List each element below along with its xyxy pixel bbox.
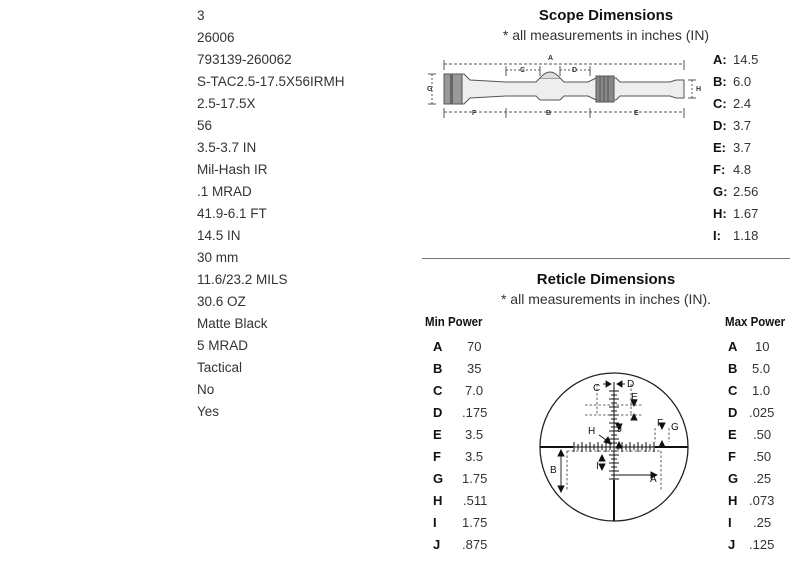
spec-row <box>0 138 400 160</box>
dim-value: 14.5 <box>733 52 759 67</box>
reticle-label-b: B <box>550 465 557 476</box>
dim-value: 1.75 <box>462 515 488 530</box>
dim-value: .50 <box>753 427 772 442</box>
dim-value: .50 <box>753 449 772 464</box>
dim-letter: J <box>433 537 441 552</box>
scope-label-c: C <box>520 67 526 74</box>
spec-row <box>0 72 400 94</box>
spec-value: No <box>197 382 215 397</box>
dim-value: .875 <box>462 537 488 552</box>
spec-row <box>0 50 400 72</box>
reticle-label-f: F <box>657 418 664 429</box>
dim-letter: I <box>433 515 437 530</box>
dim-value: 3.7 <box>733 140 752 155</box>
dim-value: 70 <box>467 339 482 354</box>
dim-letter: E <box>728 427 737 442</box>
section-divider <box>422 258 790 259</box>
reticle-dimensions-title: Reticle Dimensions <box>536 271 676 288</box>
spec-value: 56 <box>197 118 213 133</box>
dim-value: 10 <box>755 339 770 354</box>
dim-value: 5.0 <box>752 361 771 376</box>
dim-letter: D: <box>713 118 727 133</box>
dim-value: .175 <box>462 405 488 420</box>
dim-value: 35 <box>467 361 482 376</box>
dim-letter: G <box>728 471 739 486</box>
dim-value: 1.18 <box>733 228 759 243</box>
spec-row <box>0 314 400 336</box>
dim-value: .25 <box>753 471 772 486</box>
dim-letter: A <box>728 339 738 354</box>
reticle-label-j: J <box>617 424 622 435</box>
spec-value: 30 mm <box>197 250 239 265</box>
spec-row <box>0 402 400 424</box>
dim-letter: D <box>433 405 443 420</box>
dim-letter: H <box>433 493 443 508</box>
dim-letter: B <box>433 361 443 376</box>
dim-value: .025 <box>749 405 775 420</box>
spec-row <box>0 94 400 116</box>
spec-value: S-TAC2.5-17.5X56IRMH <box>197 74 345 89</box>
dim-letter: B: <box>713 74 727 89</box>
spec-value: .1 MRAD <box>197 184 252 199</box>
spec-value: 11.6/23.2 MILS <box>197 272 288 287</box>
spec-value: 30.6 OZ <box>197 294 246 309</box>
scope-dimensions-title: Scope Dimensions <box>538 7 674 24</box>
dim-value: 2.4 <box>733 96 752 111</box>
dim-letter: B <box>728 361 738 376</box>
dim-value: 2.56 <box>733 184 759 199</box>
dim-letter: G: <box>713 184 728 199</box>
dim-value: 3.5 <box>465 449 484 464</box>
dim-letter: F <box>728 449 736 464</box>
dim-letter: I <box>728 515 732 530</box>
dim-letter: G <box>433 471 444 486</box>
scope-label-b: B <box>546 110 552 117</box>
scope-label-g: G <box>427 86 433 93</box>
spec-row <box>0 248 400 270</box>
dim-letter: C: <box>713 96 727 111</box>
dim-value: .511 <box>463 493 488 508</box>
scope-label-h: H <box>696 86 702 93</box>
dim-letter: J <box>728 537 736 552</box>
scope-label-e: E <box>634 110 639 117</box>
dim-value: 3.5 <box>465 427 484 442</box>
dim-letter: F <box>433 449 441 464</box>
dim-letter: E: <box>713 140 726 155</box>
dim-letter: D <box>728 405 738 420</box>
scope-label-d: D <box>572 67 578 74</box>
spec-row <box>0 270 400 292</box>
dim-letter: H: <box>713 206 727 221</box>
dim-value: 4.8 <box>733 162 752 177</box>
spec-value: 41.9-6.1 FT <box>197 206 267 221</box>
min-power-title: Min Power <box>425 315 483 329</box>
spec-row <box>0 182 400 204</box>
dim-letter: H <box>728 493 738 508</box>
scope-dimensions-subtitle: * all measurements in inches (IN) <box>502 27 710 43</box>
spec-row <box>0 28 400 50</box>
spec-value: 3 <box>197 8 205 23</box>
spec-row <box>0 116 400 138</box>
dim-value: .073 <box>749 493 775 508</box>
reticle-label-c: C <box>593 383 601 394</box>
dim-value: .25 <box>753 515 772 530</box>
spec-value: Tactical <box>197 360 243 375</box>
spec-row <box>0 204 400 226</box>
spec-value: 26006 <box>197 30 235 45</box>
reticle-label-h: H <box>588 426 596 437</box>
dim-letter: I: <box>713 228 721 243</box>
scope-diagram <box>420 48 705 124</box>
spec-value: Matte Black <box>197 316 268 331</box>
dim-value: 1.67 <box>733 206 759 221</box>
dim-letter: E <box>433 427 442 442</box>
dim-value: 3.7 <box>733 118 752 133</box>
spec-value: 2.5-17.5X <box>197 96 256 111</box>
reticle-label-g: G <box>671 422 679 433</box>
dim-letter: C <box>433 383 443 398</box>
spec-value: Yes <box>197 404 220 419</box>
max-power-title: Max Power <box>725 315 786 329</box>
dim-letter: C <box>728 383 738 398</box>
spec-row <box>0 380 400 402</box>
dim-value: 1.75 <box>462 471 488 486</box>
spec-row <box>0 336 400 358</box>
reticle-diagram <box>537 370 691 524</box>
dim-letter: F: <box>713 162 726 177</box>
spec-value: 5 MRAD <box>197 338 249 353</box>
dim-value: .125 <box>749 537 775 552</box>
spec-row <box>0 6 400 28</box>
spec-value: 3.5-3.7 IN <box>197 140 257 155</box>
dim-letter: A: <box>713 52 727 67</box>
spec-row <box>0 160 400 182</box>
reticle-label-i: I <box>596 461 599 472</box>
spec-row <box>0 292 400 314</box>
spec-value: 793139-260062 <box>197 52 292 67</box>
reticle-label-e: E <box>631 392 638 403</box>
spec-value: Mil-Hash IR <box>197 162 268 177</box>
reticle-label-d: D <box>627 379 635 390</box>
scope-label-f: F <box>472 110 477 117</box>
reticle-dimensions-subtitle: * all measurements in inches (IN). <box>500 291 712 307</box>
spec-row <box>0 358 400 380</box>
scope-label-a: A <box>548 55 554 62</box>
dim-value: 7.0 <box>465 383 484 398</box>
dim-value: 6.0 <box>733 74 752 89</box>
dim-value: 1.0 <box>752 383 771 398</box>
spec-row <box>0 226 400 248</box>
spec-value: 14.5 IN <box>197 228 241 243</box>
reticle-label-a: A <box>650 474 657 485</box>
dim-letter: A <box>433 339 443 354</box>
